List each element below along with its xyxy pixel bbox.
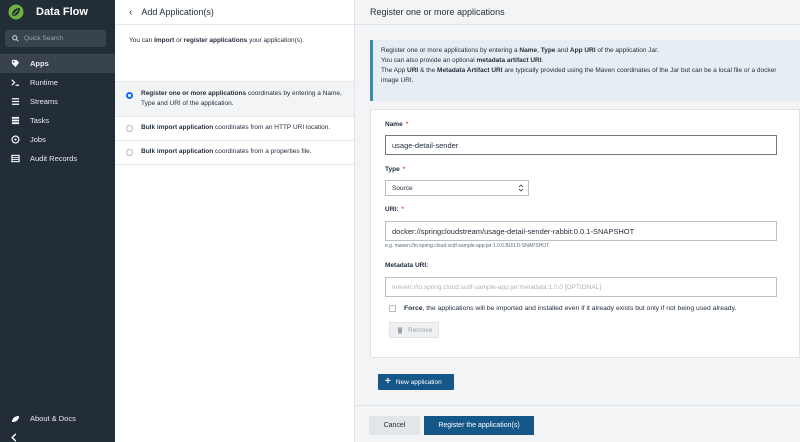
option-bold: Register one or more applications	[141, 90, 247, 97]
about-docs-label: About & Docs	[30, 414, 76, 423]
option-rest: coordinates from a properties file.	[213, 148, 312, 156]
brand-title: Data Flow	[36, 6, 88, 18]
name-label-text: Name	[385, 121, 403, 128]
option-bold: Bulk import application	[141, 124, 214, 132]
info-text: .	[541, 56, 544, 64]
info-text: ,	[537, 47, 541, 54]
option-radio[interactable]	[126, 92, 133, 99]
intro-text-part: or	[174, 37, 184, 44]
back-chevron-icon[interactable]: ‹	[129, 6, 133, 18]
option-text	[141, 123, 330, 133]
search-input[interactable]	[24, 35, 104, 42]
type-label	[385, 166, 405, 173]
info-alert	[370, 40, 800, 101]
sidebar	[0, 0, 115, 442]
info-line-3	[381, 66, 792, 86]
sidebar-item-label: Apps	[30, 59, 49, 68]
info-text: and	[555, 47, 570, 54]
sidebar-item-label: Streams	[30, 97, 58, 106]
info-text: You can also provide an optional	[381, 56, 477, 64]
sidebar-item-label: Runtime	[30, 78, 58, 87]
sidebar-item-tasks[interactable]	[0, 111, 115, 130]
info-text: The App	[381, 66, 408, 74]
search-icon	[12, 35, 19, 42]
register-button[interactable]: Register the application(s)	[424, 416, 534, 435]
sidebar-item-label: Audit Records	[30, 154, 78, 163]
required-mark: *	[401, 206, 404, 213]
about-docs-link[interactable]	[0, 410, 115, 427]
uri-label-text: URI:	[385, 206, 399, 213]
info-bold: metadata artifact URI	[476, 56, 542, 64]
type-select-value: Source	[392, 184, 413, 192]
required-mark: *	[405, 121, 409, 128]
tasks-icon	[10, 116, 20, 126]
app-form-card	[370, 109, 800, 358]
option-radio[interactable]	[126, 125, 133, 132]
register-header	[355, 0, 800, 25]
add-applications-panel	[115, 0, 355, 442]
info-line-1	[381, 46, 792, 56]
brand[interactable]	[0, 0, 115, 24]
remove-label: Remove	[408, 326, 433, 334]
option-text	[141, 89, 344, 116]
audit-icon	[10, 154, 20, 164]
info-bold: Metadata Artifact URI	[437, 66, 503, 74]
sidebar-item-streams[interactable]	[0, 92, 115, 111]
option-bulk-import-file[interactable]	[115, 141, 354, 165]
force-checkbox-row[interactable]	[389, 305, 736, 312]
type-label-text: Type	[385, 166, 400, 173]
required-mark: *	[402, 166, 406, 173]
force-text	[404, 305, 736, 312]
jobs-icon	[10, 135, 20, 145]
option-text	[141, 147, 312, 157]
plus-icon: +	[385, 376, 391, 387]
trash-icon	[397, 327, 403, 334]
leaf-icon	[10, 414, 20, 424]
sidebar-item-audit-records[interactable]	[0, 149, 115, 168]
option-register-apps[interactable]	[115, 82, 354, 117]
info-line-2	[381, 56, 792, 66]
new-application-button[interactable]	[378, 374, 454, 390]
sidebar-item-jobs[interactable]	[0, 130, 115, 149]
terminal-icon	[10, 78, 20, 88]
force-rest: , the applications will be imported and installed even if it already exists but only if not being used already.	[422, 305, 737, 312]
intro-text	[115, 25, 354, 82]
streams-icon	[10, 97, 20, 107]
info-bold: Name	[519, 47, 538, 54]
info-bold: URI	[407, 66, 419, 74]
type-select[interactable]	[385, 180, 529, 196]
sidebar-item-label: Jobs	[30, 135, 46, 144]
sidebar-item-label: Tasks	[30, 116, 50, 125]
panel-header	[115, 0, 354, 25]
new-application-label: New application	[395, 378, 442, 386]
name-input[interactable]: usage-detail-sender	[385, 135, 777, 155]
spring-leaf-logo-icon	[8, 4, 24, 20]
uri-input[interactable]: docker://springcloudstream/usage-detail-sender-rabbit:0.0.1-SNAPSHOT	[385, 221, 777, 241]
metadata-uri-input[interactable]: maven://io.spring.cloud:scdf-sample-app:jar:metadata:1.0.0 [OPTIONAL]	[385, 277, 777, 297]
remove-button[interactable]	[389, 322, 439, 338]
register-title: Register one or more applications	[370, 7, 505, 17]
name-label	[385, 121, 408, 128]
intro-text-part: You can	[129, 37, 155, 44]
info-text: are typically provided using the Maven coordinates of the Jar but can be a local file or a docker image URI.	[381, 66, 777, 84]
info-bold: App URI	[569, 47, 596, 54]
force-bold: Force	[404, 305, 423, 312]
register-panel	[355, 0, 800, 442]
force-checkbox[interactable]	[389, 305, 396, 312]
intro-text-bold: Import	[154, 37, 175, 44]
uri-hint: e.g. maven://io.spring.cloud:scdf-sample-app:jar:1.0.0.BUILD-SNAPSHOT	[385, 243, 550, 249]
info-text: & the	[418, 66, 438, 74]
option-rest: coordinates from an HTTP URI location.	[213, 124, 331, 132]
cancel-button[interactable]: Cancel	[369, 416, 420, 435]
intro-text-part: your application(s).	[247, 37, 305, 44]
collapse-sidebar-icon[interactable]	[9, 433, 19, 442]
sidebar-item-runtime[interactable]	[0, 73, 115, 92]
info-bold: Type	[540, 47, 556, 54]
form-footer	[355, 405, 800, 442]
option-radio[interactable]	[126, 149, 133, 156]
sidebar-nav	[0, 54, 115, 168]
info-text: Register one or more applications by entering a	[381, 47, 520, 54]
uri-label	[385, 206, 404, 213]
apps-icon	[10, 59, 20, 69]
page-title: Add Application(s)	[141, 7, 214, 17]
sidebar-item-apps[interactable]	[0, 54, 115, 73]
option-bold: Bulk import application	[141, 148, 214, 156]
intro-text-bold: register applications	[183, 37, 248, 44]
quick-search[interactable]	[5, 30, 106, 47]
metadata-uri-label: Metadata URI:	[385, 262, 429, 269]
option-rest: coordinates by entering a Name, Type and URI of the application.	[141, 90, 342, 108]
option-bulk-import-http[interactable]	[115, 117, 354, 141]
info-text: of the application Jar.	[595, 47, 659, 54]
select-arrows-icon	[518, 184, 524, 192]
